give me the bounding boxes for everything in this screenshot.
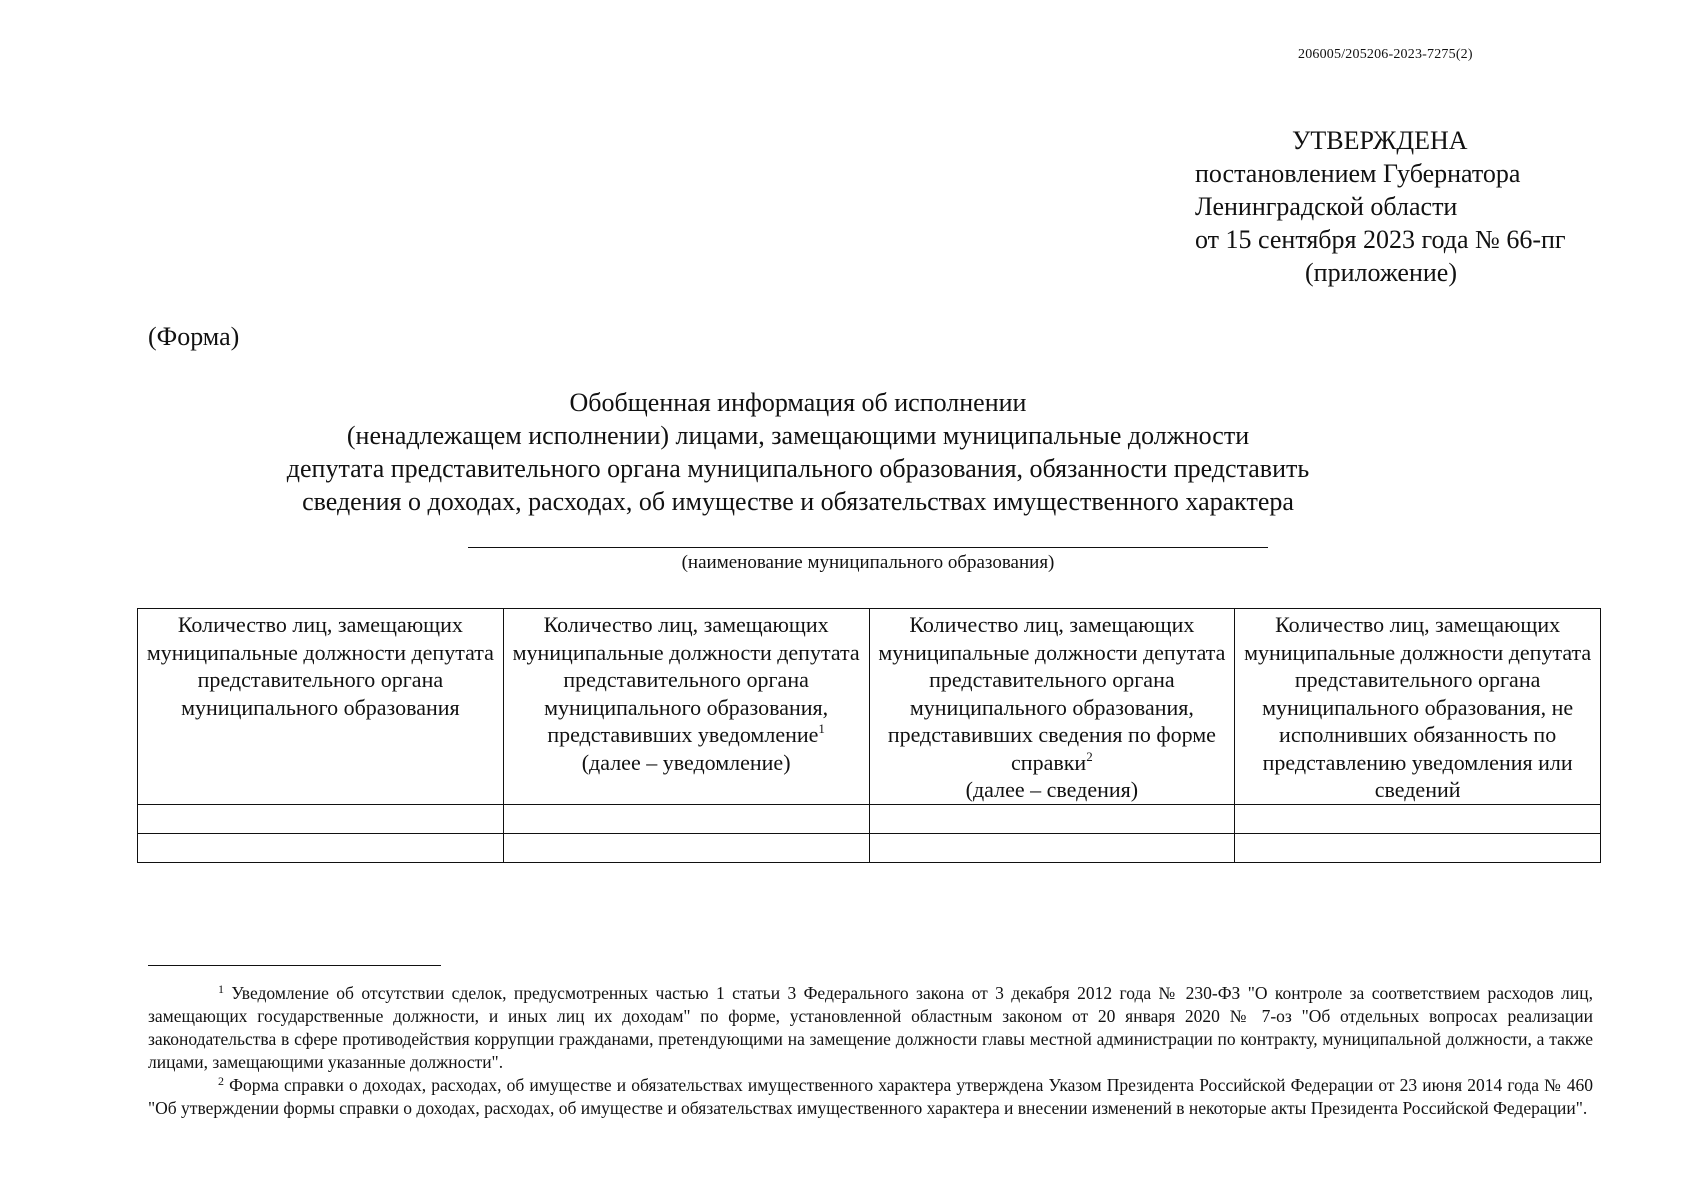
form-label: (Форма) bbox=[148, 322, 240, 351]
header-cell-information: Количество лиц, замещающих муниципальные должности депутата представительного органа муниципального образования, представивших сведения по форме справки$^2$ (далее – сведения) bbox=[869, 609, 1235, 805]
title-line: Обобщенная информация об исполнении bbox=[569, 388, 1027, 417]
table-cell[interactable] bbox=[869, 833, 1235, 862]
table-cell[interactable] bbox=[503, 833, 869, 862]
footnote-mark-1: 1 bbox=[218, 982, 224, 996]
municipality-name-line bbox=[468, 547, 1268, 548]
title-line: (ненадлежащем исполнении) лицами, замещающими муниципальные должности bbox=[346, 421, 1250, 450]
municipality-caption: (наименование муниципального образования) bbox=[681, 552, 1055, 573]
approval-annex: (приложение) bbox=[1305, 258, 1458, 287]
footnotes bbox=[148, 982, 1593, 1120]
title-line: сведения о доходах, расходах, об имуществе и обязательствах имущественного характера bbox=[302, 487, 1294, 516]
header-cell-notification: Количество лиц, замещающих муниципальные должности депутата представительного органа муниципального образования, представивших уведомление$^1$ (далее – уведомление) bbox=[503, 609, 869, 805]
table-cell[interactable] bbox=[1235, 804, 1601, 833]
table-row bbox=[138, 804, 1601, 833]
footnote-2: $^2$ Форма справки о доходах, расходах, об имуществе и обязательствах имущественного характера утверждена Указом Президента Российской Федерации от 23 июня 2014 года № 460 "Об утверждении формы справки о доходах, расходах, об имуществе и обязательствах имущественного характера и внесении изменений в некоторые акты Президента Российской Федерации". bbox=[148, 1074, 1593, 1118]
header-cell-total: Количество лиц, замещающих муниципальные должности депутата представительного органа муниципального образования bbox=[138, 609, 504, 805]
title-line: депутата представительного органа муниципального образования, обязанности представить bbox=[286, 454, 1310, 483]
table-row bbox=[138, 833, 1601, 862]
table-cell[interactable] bbox=[869, 804, 1235, 833]
table-cell[interactable] bbox=[1235, 833, 1601, 862]
header-cell-not-fulfilled: Количество лиц, замещающих муниципальные должности депутата представительного органа муниципального образования, не исполнивших обязанность по представлению уведомления или сведений bbox=[1235, 609, 1601, 805]
approval-status: УТВЕРЖДЕНА bbox=[1292, 126, 1468, 155]
approval-line-2: Ленинградской области bbox=[1195, 192, 1458, 221]
footnote-separator bbox=[148, 965, 441, 966]
approval-block bbox=[1195, 124, 1566, 289]
footnote-ref-1: 1 bbox=[818, 721, 825, 736]
data-table bbox=[137, 608, 1601, 863]
footnote-ref-2: 2 bbox=[1086, 748, 1093, 764]
approval-line-3: от 15 сентября 2023 года № 66-пг bbox=[1195, 225, 1566, 254]
footnote-mark-2: 2 bbox=[218, 1074, 224, 1088]
registration-number: 206005/205206-2023-7275(2) bbox=[1298, 47, 1473, 62]
table-cell[interactable] bbox=[138, 833, 504, 862]
table-header-row bbox=[138, 609, 1601, 805]
document-title bbox=[148, 386, 1448, 518]
table-cell[interactable] bbox=[503, 804, 869, 833]
footnote-1: $^1$ Уведомление об отсутствии сделок, предусмотренных частью 1 статьи 3 Федерального закона от 3 декабря 2012 года № 230-ФЗ "О контроле за соответствием расходов лиц, замещающих государственные должности, и иных лиц их доходам" по форме, установленной областным законом от 20 января 2020 № 7-оз "Об отдельных вопросах реализации законодательства в сфере противодействия коррупции гражданами, претендующими на замещение должности главы местной администрации по контракту, муниципальной должности, а также лицами, замещающими указанные должности". bbox=[148, 982, 1593, 1072]
table-cell[interactable] bbox=[138, 804, 504, 833]
approval-line-1: постановлением Губернатора bbox=[1195, 159, 1521, 188]
